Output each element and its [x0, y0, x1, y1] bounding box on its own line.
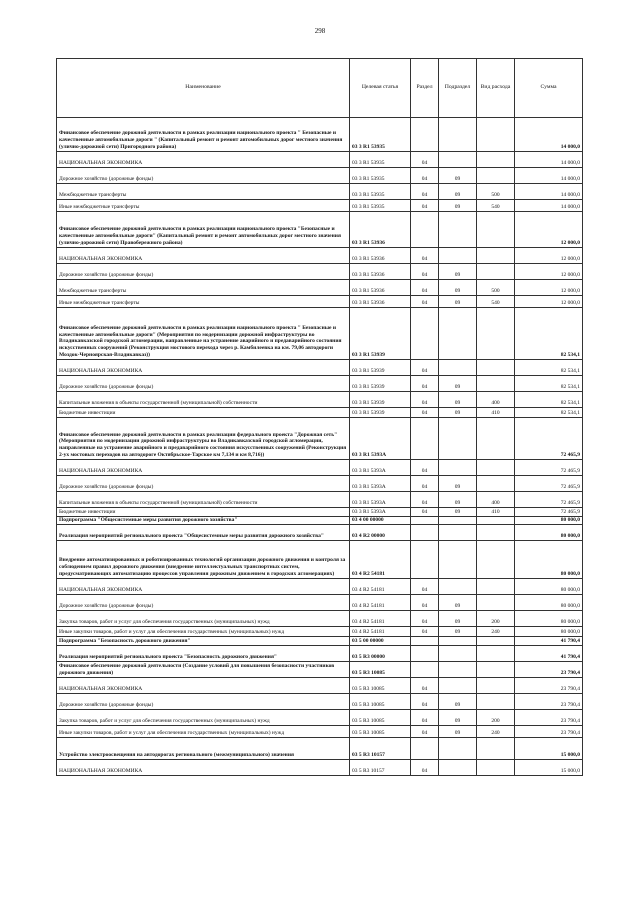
row-subsection: 09 [439, 710, 477, 726]
row-sum: 72 465,9 [515, 476, 583, 492]
row-target-article: 03 3 R1 5393A [350, 508, 411, 517]
row-expense-type [477, 376, 515, 392]
row-expense-type [477, 517, 515, 525]
row-expense-type [477, 264, 515, 280]
table-row [57, 296, 583, 308]
row-subsection: 09 [439, 296, 477, 308]
row-subsection [439, 579, 477, 595]
table-row [57, 738, 583, 760]
row-name: НАЦИОНАЛЬНАЯ ЭКОНОМИКА [57, 460, 350, 476]
table-row [57, 184, 583, 200]
table-row [57, 418, 583, 460]
row-name: Финансовое обеспечение дорожной деятельности в рамках реализации национального проекта " Безопасные и качественные автомобильные дороги" (Мероприятия по модернизации дорожной инфраструктуры во Владикавказской городской агломерации, направленные на устранение аварийного и предаварийного состояния искусственных сооружений (Реконструкция мостового перехода через р. Камбилеевка на км. 79,06 автодороги Моздок-Черноярская-Владикавказ)) [57, 308, 350, 360]
row-name: Дорожное хозяйство (дорожные фонды) [57, 694, 350, 710]
row-expense-type [477, 152, 515, 168]
row-sum: 72 465,9 [515, 460, 583, 476]
row-target-article: 03 5 00 00000 [350, 637, 411, 646]
row-name: Закупка товаров, работ и услуг для обеспечения государственных (муниципальных) нужд [57, 611, 350, 627]
row-sum: 80 000,0 [515, 579, 583, 595]
row-subsection: 09 [439, 508, 477, 517]
row-expense-type: 240 [477, 627, 515, 637]
table-row [57, 264, 583, 280]
row-section: 04 [411, 508, 439, 517]
table-row [57, 694, 583, 710]
row-expense-type [477, 476, 515, 492]
row-sum: 72 465,9 [515, 492, 583, 508]
row-subsection [439, 678, 477, 694]
column-header-subsection: Подраздел [439, 59, 477, 118]
row-section: 04 [411, 710, 439, 726]
row-target-article: 03 5 R3 10085 [350, 694, 411, 710]
row-sum: 82 534,1 [515, 408, 583, 418]
row-name: Иные межбюджетные трансферты [57, 296, 350, 308]
row-sum: 14 000,0 [515, 118, 583, 152]
row-target-article: 03 3 R1 5393A [350, 418, 411, 460]
row-section: 04 [411, 595, 439, 611]
row-section: 04 [411, 184, 439, 200]
row-subsection [439, 118, 477, 152]
row-subsection: 09 [439, 280, 477, 296]
row-subsection: 09 [439, 264, 477, 280]
row-subsection [439, 152, 477, 168]
row-target-article: 03 4 R2 54181 [350, 611, 411, 627]
table-row [57, 476, 583, 492]
row-subsection [439, 248, 477, 264]
row-sum: 80 000,0 [515, 525, 583, 541]
row-subsection [439, 517, 477, 525]
row-name: Устройство электроосвещения на автодорогах регионального (межмуниципального) значения [57, 738, 350, 760]
row-subsection [439, 418, 477, 460]
row-name: Финансовое обеспечение дорожной деятельности в рамках реализации федерального проекта "Дорожная сеть" (Мероприятия по модернизации дорожной инфраструктуры во Владикавказской городской агломерации, направленные на устранение аварийного и предаварийного состояния искусственных сооружений (Реконструкция 2-ух мостовых переходов на автодороге Октябрьское-Тарское км 7,134 и км 8,716)) [57, 418, 350, 460]
row-subsection: 09 [439, 726, 477, 738]
row-expense-type: 400 [477, 492, 515, 508]
row-expense-type [477, 248, 515, 264]
row-name: Капитальные вложения в объекты государственной (муниципальной) собственности [57, 392, 350, 408]
row-subsection [439, 646, 477, 662]
row-section: 04 [411, 627, 439, 637]
row-target-article: 03 4 R2 00000 [350, 525, 411, 541]
row-section: 04 [411, 360, 439, 376]
table-row [57, 408, 583, 418]
table-row [57, 627, 583, 637]
row-subsection: 09 [439, 184, 477, 200]
row-section: 04 [411, 579, 439, 595]
row-target-article: 03 3 R1 53935 [350, 184, 411, 200]
row-name: Дорожное хозяйство (дорожные фонды) [57, 476, 350, 492]
row-name: Дорожное хозяйство (дорожные фонды) [57, 595, 350, 611]
row-section: 04 [411, 168, 439, 184]
row-target-article: 03 3 R1 53936 [350, 212, 411, 248]
row-name: НАЦИОНАЛЬНАЯ ЭКОНОМИКА [57, 360, 350, 376]
row-target-article: 03 3 R1 53936 [350, 248, 411, 264]
column-header-target-article: Целевая статья [350, 59, 411, 118]
row-target-article: 03 3 R1 53936 [350, 264, 411, 280]
row-section: 04 [411, 248, 439, 264]
row-sum: 14 000,0 [515, 200, 583, 212]
row-section [411, 418, 439, 460]
row-subsection [439, 738, 477, 760]
column-header-section: Раздел [411, 59, 439, 118]
row-name: Капитальные вложения в объекты государственной (муниципальной) собственности [57, 492, 350, 508]
row-sum: 14 000,0 [515, 168, 583, 184]
row-sum: 80 000,0 [515, 611, 583, 627]
row-name: Подпрограмма "Безопасность дорожного движения" [57, 637, 350, 646]
row-name: Дорожное хозяйство (дорожные фонды) [57, 264, 350, 280]
row-section [411, 541, 439, 579]
row-expense-type: 200 [477, 710, 515, 726]
row-target-article: 03 4 R2 54181 [350, 627, 411, 637]
table-row [57, 168, 583, 184]
row-sum: 80 000,0 [515, 541, 583, 579]
table-header-row [57, 59, 583, 118]
column-header-sum: Сумма [515, 59, 583, 118]
table-row [57, 541, 583, 579]
table-row [57, 678, 583, 694]
table-row [57, 710, 583, 726]
row-subsection: 09 [439, 694, 477, 710]
row-expense-type: 410 [477, 508, 515, 517]
row-target-article: 03 3 R1 53939 [350, 392, 411, 408]
row-subsection: 09 [439, 408, 477, 418]
row-section: 04 [411, 296, 439, 308]
table-row [57, 200, 583, 212]
row-section: 04 [411, 152, 439, 168]
row-sum: 23 790,4 [515, 678, 583, 694]
row-section: 04 [411, 376, 439, 392]
table-row [57, 280, 583, 296]
row-section [411, 118, 439, 152]
row-target-article: 03 4 R2 54181 [350, 595, 411, 611]
row-section [411, 525, 439, 541]
row-expense-type [477, 360, 515, 376]
row-name: Реализация мероприятий регионального проекта "Безопасность дорожного движения" [57, 646, 350, 662]
row-sum: 82 534,1 [515, 392, 583, 408]
row-subsection [439, 525, 477, 541]
row-section: 04 [411, 492, 439, 508]
row-name: Дорожное хозяйство (дорожные фонды) [57, 376, 350, 392]
row-section [411, 517, 439, 525]
row-target-article: 03 3 R1 5393A [350, 460, 411, 476]
row-expense-type [477, 525, 515, 541]
row-name: Финансовое обеспечение дорожной деятельности (Создание условий для повышения безопасности участников дорожного движения) [57, 662, 350, 678]
row-expense-type [477, 579, 515, 595]
table-row [57, 637, 583, 646]
row-sum: 23 790,4 [515, 710, 583, 726]
row-target-article: 03 3 R1 5393A [350, 476, 411, 492]
table-row [57, 508, 583, 517]
row-target-article: 03 5 R3 10085 [350, 726, 411, 738]
row-subsection: 09 [439, 476, 477, 492]
row-name: Финансовое обеспечение дорожной деятельности в рамках реализации национального проекта "Безопасные и качественные автомобильные дороги" (Капитальный ремонт и ремонт автомобильных дорог местного значения (улично-дорожной сети) Правобережного района) [57, 212, 350, 248]
row-target-article: 03 3 R1 53935 [350, 118, 411, 152]
row-name: Иные закупки товаров, работ и услуг для обеспечения государственных (муниципальных) нужд [57, 726, 350, 738]
row-name: НАЦИОНАЛЬНАЯ ЭКОНОМИКА [57, 760, 350, 776]
row-subsection: 09 [439, 376, 477, 392]
row-name: Реализация мероприятий регионального проекта "Общесистемные меры развития дорожного хозяйства" [57, 525, 350, 541]
table-row [57, 595, 583, 611]
row-subsection: 09 [439, 627, 477, 637]
row-subsection: 09 [439, 611, 477, 627]
row-subsection [439, 360, 477, 376]
row-section: 04 [411, 694, 439, 710]
row-sum: 12 000,0 [515, 296, 583, 308]
row-expense-type [477, 662, 515, 678]
row-expense-type: 240 [477, 726, 515, 738]
row-name: Иные межбюджетные трансферты [57, 200, 350, 212]
row-subsection [439, 760, 477, 776]
table-row [57, 152, 583, 168]
row-target-article: 03 5 R3 10085 [350, 678, 411, 694]
row-subsection [439, 212, 477, 248]
row-section [411, 738, 439, 760]
row-target-article: 03 3 R1 5393A [350, 492, 411, 508]
row-expense-type [477, 694, 515, 710]
row-expense-type [477, 760, 515, 776]
row-sum: 12 000,0 [515, 248, 583, 264]
table-row [57, 517, 583, 525]
row-section [411, 308, 439, 360]
row-expense-type [477, 738, 515, 760]
row-sum: 23 790,4 [515, 662, 583, 678]
row-subsection: 09 [439, 392, 477, 408]
row-subsection: 09 [439, 168, 477, 184]
row-target-article: 03 4 R2 54181 [350, 579, 411, 595]
table-row [57, 460, 583, 476]
row-section: 04 [411, 476, 439, 492]
row-target-article: 03 3 R1 53935 [350, 200, 411, 212]
row-subsection [439, 460, 477, 476]
row-target-article: 03 3 R1 53939 [350, 376, 411, 392]
row-name: НАЦИОНАЛЬНАЯ ЭКОНОМИКА [57, 152, 350, 168]
row-sum: 12 000,0 [515, 280, 583, 296]
row-target-article: 03 4 00 00000 [350, 517, 411, 525]
row-target-article: 03 4 R2 54181 [350, 541, 411, 579]
row-sum: 14 000,0 [515, 152, 583, 168]
row-sum: 72 465,9 [515, 508, 583, 517]
row-section: 04 [411, 460, 439, 476]
row-sum: 41 790,4 [515, 637, 583, 646]
row-subsection [439, 637, 477, 646]
row-sum: 15 000,0 [515, 760, 583, 776]
row-sum: 23 790,4 [515, 726, 583, 738]
row-sum: 80 000,0 [515, 517, 583, 525]
row-target-article: 03 3 R1 53935 [350, 152, 411, 168]
row-target-article: 03 3 R1 53936 [350, 280, 411, 296]
row-expense-type [477, 678, 515, 694]
table-row [57, 212, 583, 248]
row-section: 04 [411, 408, 439, 418]
table-row [57, 726, 583, 738]
row-expense-type: 410 [477, 408, 515, 418]
table-row [57, 760, 583, 776]
row-sum: 80 000,0 [515, 627, 583, 637]
row-section [411, 212, 439, 248]
row-section [411, 646, 439, 662]
row-section: 04 [411, 264, 439, 280]
row-expense-type [477, 212, 515, 248]
row-expense-type [477, 595, 515, 611]
row-section: 04 [411, 200, 439, 212]
row-name: Межбюджетные трансферты [57, 184, 350, 200]
row-section: 04 [411, 726, 439, 738]
row-expense-type [477, 460, 515, 476]
row-expense-type [477, 637, 515, 646]
table-row [57, 646, 583, 662]
row-expense-type [477, 168, 515, 184]
row-sum: 12 000,0 [515, 264, 583, 280]
table-row [57, 360, 583, 376]
table-row [57, 308, 583, 360]
row-sum: 41 790,4 [515, 646, 583, 662]
row-sum: 82 534,1 [515, 360, 583, 376]
table-row [57, 118, 583, 152]
row-section: 04 [411, 280, 439, 296]
row-target-article: 03 5 R3 10157 [350, 738, 411, 760]
row-target-article: 03 5 R3 10085 [350, 710, 411, 726]
row-name: Бюджетные инвестиции [57, 508, 350, 517]
row-expense-type [477, 418, 515, 460]
row-sum: 82 534,1 [515, 376, 583, 392]
row-expense-type: 540 [477, 200, 515, 212]
table-row [57, 492, 583, 508]
row-name: Внедрение автоматизированных и роботизированных технологий организации дорожного движения и контроля за соблюдением правил дорожного движения (внедрение интеллектуальных транспортных систем, предусматривающих автоматизацию процессов управления дорожным движением в городских агломерациях) [57, 541, 350, 579]
row-sum: 15 000,0 [515, 738, 583, 760]
row-section: 04 [411, 392, 439, 408]
row-section: 04 [411, 611, 439, 627]
row-expense-type [477, 646, 515, 662]
row-target-article: 03 3 R1 53935 [350, 168, 411, 184]
row-target-article: 03 5 R3 00000 [350, 646, 411, 662]
row-sum: 23 790,4 [515, 694, 583, 710]
column-header-expense-type: Вид расхода [477, 59, 515, 118]
row-expense-type [477, 118, 515, 152]
table-row [57, 662, 583, 678]
row-target-article: 03 3 R1 53939 [350, 408, 411, 418]
row-name: Подпрограмма "Общесистемные меры развития дорожного хозяйства" [57, 517, 350, 525]
row-subsection: 09 [439, 492, 477, 508]
column-header-name: Наименование [57, 59, 350, 118]
row-expense-type: 540 [477, 296, 515, 308]
row-section [411, 662, 439, 678]
row-name: НАЦИОНАЛЬНАЯ ЭКОНОМИКА [57, 579, 350, 595]
table-row [57, 525, 583, 541]
row-section: 04 [411, 760, 439, 776]
row-target-article: 03 3 R1 53939 [350, 360, 411, 376]
row-expense-type: 400 [477, 392, 515, 408]
row-subsection [439, 541, 477, 579]
row-expense-type [477, 308, 515, 360]
row-name: Иные закупки товаров, работ и услуг для обеспечения государственных (муниципальных) нужд [57, 627, 350, 637]
table-row [57, 579, 583, 595]
row-subsection [439, 308, 477, 360]
row-subsection [439, 662, 477, 678]
row-target-article: 03 5 R3 10157 [350, 760, 411, 776]
table-row [57, 392, 583, 408]
row-sum: 72 465,9 [515, 418, 583, 460]
row-subsection: 09 [439, 595, 477, 611]
row-target-article: 03 5 R3 10085 [350, 662, 411, 678]
row-target-article: 03 3 R1 53936 [350, 296, 411, 308]
row-name: Закупка товаров, работ и услуг для обеспечения государственных (муниципальных) нужд [57, 710, 350, 726]
page-number: 298 [314, 27, 326, 35]
row-expense-type: 500 [477, 184, 515, 200]
table-row [57, 248, 583, 264]
row-name: Бюджетные инвестиции [57, 408, 350, 418]
row-sum: 82 534,1 [515, 308, 583, 360]
table-row [57, 611, 583, 627]
budget-table [56, 58, 583, 776]
row-name: НАЦИОНАЛЬНАЯ ЭКОНОМИКА [57, 678, 350, 694]
row-name: Межбюджетные трансферты [57, 280, 350, 296]
row-expense-type [477, 541, 515, 579]
row-target-article: 03 3 R1 53939 [350, 308, 411, 360]
row-expense-type: 200 [477, 611, 515, 627]
row-sum: 80 000,0 [515, 595, 583, 611]
row-section [411, 637, 439, 646]
row-sum: 14 000,0 [515, 184, 583, 200]
row-name: Дорожное хозяйство (дорожные фонды) [57, 168, 350, 184]
row-subsection: 09 [439, 200, 477, 212]
row-name: НАЦИОНАЛЬНАЯ ЭКОНОМИКА [57, 248, 350, 264]
table-row [57, 376, 583, 392]
row-sum: 12 000,0 [515, 212, 583, 248]
row-name: Финансовое обеспечение дорожной деятельности в рамках реализации национального проекта " Безопасные и качественные автомобильные дороги " (Капитальный ремонт и ремонт автомобильных дорог местного значения (улично-дорожной сети) Пригородного района) [57, 118, 350, 152]
row-section: 04 [411, 678, 439, 694]
row-expense-type: 500 [477, 280, 515, 296]
